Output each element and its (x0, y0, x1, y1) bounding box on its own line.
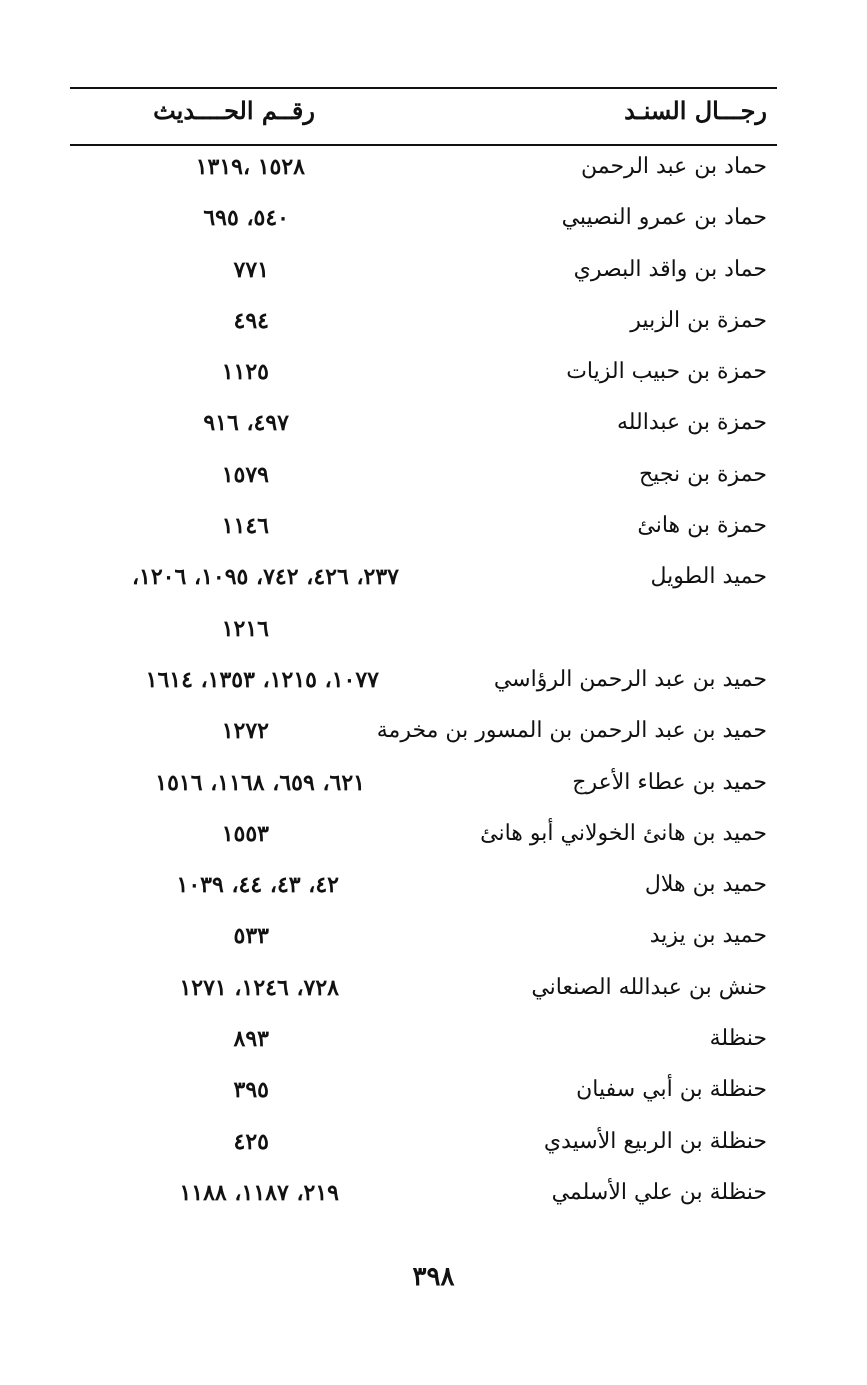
hadith-numbers: ١٠٧٧، ١٢١٥، ١٣٥٣، ١٦١٤ (145, 666, 379, 693)
hadith-numbers: ٢١٩، ١١٨٧، ١١٨٨ (179, 1179, 339, 1206)
index-entry (0, 1176, 867, 1227)
index-entry (0, 663, 867, 714)
narrators-column-header: رجـــال السنـد (624, 96, 767, 125)
index-entry (0, 560, 867, 611)
narrator-name: حمزة بن نجيح (638, 461, 767, 487)
index-entry (0, 355, 867, 406)
index-entry (0, 253, 867, 304)
index-entry (0, 971, 867, 1022)
hadith-numbers: ٢٣٧، ٤٢٦، ٧٤٢، ١٠٩٥، ١٢٠٦، (131, 564, 399, 591)
top-rule (70, 87, 777, 89)
hadith-numbers: ١٥٥٣ (221, 820, 269, 847)
hadith-numbers: ١١٤٦ (221, 513, 269, 540)
index-entry (0, 304, 867, 355)
narrator-name: حنظلة بن الربيع الأسيدي (543, 1128, 767, 1154)
hadith-numbers: ٧٧١ (233, 256, 269, 283)
narrator-name: حماد بن عمرو النصيبي (561, 205, 767, 231)
narrator-name: حميد بن عبد الرحمن بن المسور بن مخرمة (376, 718, 767, 744)
hadith-numbers: ١٥٧٩ (221, 461, 269, 488)
hadith-numbers: ١١٢٥ (221, 359, 269, 386)
hadith-numbers: ٤٢، ٤٣، ٤٤، ١٠٣٩ (176, 872, 339, 899)
index-entry (0, 406, 867, 457)
narrator-name: حماد بن عبد الرحمن (580, 154, 767, 179)
hadith-numbers: ٨٩٣ (233, 1026, 269, 1053)
narrator-name: حميد بن عطاء الأعرج (572, 769, 767, 795)
index-entry (0, 766, 867, 817)
hadith-number-column-header: رقــم الحــــديث (153, 96, 315, 125)
hadith-numbers: ٥٤٠، ٦٩٥ (203, 205, 289, 232)
narrator-name: حمزة بن هانئ (637, 513, 767, 539)
narrator-name: حماد بن واقد البصري (573, 256, 767, 282)
narrator-name: حميد بن هانئ الخولاني أبو هانئ (480, 820, 767, 846)
index-entry (0, 201, 867, 252)
hadith-numbers: ٤٩٧، ٩١٦ (203, 410, 289, 437)
hadith-numbers: ١٢٧٢ (221, 718, 269, 745)
hadith-numbers: ٥٣٣ (233, 923, 269, 950)
hadith-numbers: ١٢١٦ (221, 615, 269, 642)
index-entry (0, 458, 867, 509)
index-entry-continuation (0, 612, 867, 663)
index-entry (0, 868, 867, 919)
narrator-name: حمزة بن حبيب الزيات (566, 359, 767, 385)
narrator-name: حميد الطويل (650, 564, 767, 590)
index-entry (0, 1022, 867, 1073)
page-number: ٣٩٨ (412, 1262, 455, 1292)
hadith-numbers: ٣٩٥ (233, 1077, 269, 1104)
index-entry (0, 817, 867, 868)
hadith-numbers: ٧٢٨، ١٢٤٦، ١٢٧١ (179, 974, 339, 1001)
index-entry (0, 919, 867, 970)
narrator-name: حميد بن عبد الرحمن الرؤاسي (493, 666, 767, 692)
index-entry (0, 150, 867, 201)
index-entry (0, 509, 867, 560)
narrator-name: حمزة بن عبدالله (616, 410, 767, 436)
narrator-name: حنظلة بن أبي سفيان (576, 1077, 767, 1103)
hadith-numbers: ٤٢٥ (233, 1128, 269, 1155)
index-entries (0, 150, 867, 1227)
narrator-name: حميد بن يزيد (649, 923, 767, 949)
index-entry (0, 1125, 867, 1176)
narrator-name: حنظلة (709, 1026, 767, 1052)
hadith-numbers: ١٥٢٨ ،١٣١٩ (195, 154, 305, 180)
narrator-name: حمزة بن الزبير (630, 307, 767, 333)
index-entry (0, 1073, 867, 1124)
narrator-name: حنظلة بن علي الأسلمي (551, 1179, 767, 1205)
header-rule (70, 144, 777, 146)
narrator-name: حميد بن هلال (644, 872, 767, 898)
hadith-numbers: ٦٢١، ٦٥٩، ١١٦٨، ١٥١٦ (155, 769, 365, 796)
hadith-numbers: ٤٩٤ (233, 307, 269, 334)
narrator-name: حنش بن عبدالله الصنعاني (531, 974, 767, 1000)
index-entry (0, 714, 867, 765)
